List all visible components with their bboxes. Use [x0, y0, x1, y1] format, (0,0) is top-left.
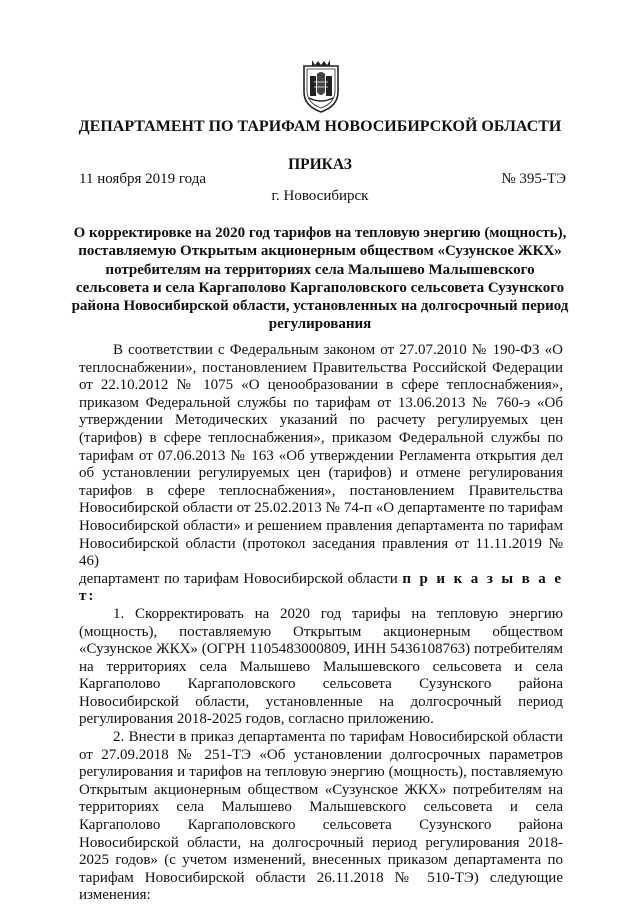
item-1-paragraph: 1. Скорректировать на 2020 год тарифы на тепловую энергию (мощность), поставляемую Открытым акционерным обществом «Сузунское ЖКХ» (ОГРН 1105483000809, ИНН 5436108763) потребителям на территориях села Малышево Малышевского сельсовета и села Каргаполово Каргаполовского сельсовета Сузунского района Новосибирской области, установленные на долгосрочный период регулирования 2018-2025 годов, согласно приложению.	[79, 605, 563, 728]
orders-prefix: департамент по тарифам Новосибирской области	[79, 570, 398, 587]
coat-of-arms-icon	[298, 58, 344, 114]
document-city: г. Новосибирск	[271, 188, 369, 204]
document-body	[79, 342, 563, 905]
orders-word: п р и к а з ы в а е т:	[79, 570, 564, 605]
document-title: О корректировке на 2020 год тарифов на тепловую энергию (мощность), поставляемую Открытым акционерным обществом «Сузунское ЖКХ» потребителям на территориях села Малышево Малышевского сельсовета и села Каргаполово Каргаполовского сельсовета Сузунского района Новосибирской области, установленных на долгосрочный период регулирования	[71, 225, 569, 333]
document-number: № 395-ТЭ	[501, 171, 566, 187]
item-2-paragraph: 2. Внести в приказ департамента по тарифам Новосибирской области от 27.09.2018 № 251-ТЭ «Об установлении долгосрочных параметров регулирования и тарифов на тепловую энергию (мощность), поставляемую Открытым акционерным обществом «Сузунское ЖКХ» потребителям на территориях села Малышево Малышевского сельсовета и села Каргаполово Каргаполовского сельсовета Сузунского района Новосибирской области, на долгосрочный период регулирования 2018-2025 годов» (с учетом изменений, внесенных приказом департамента по тарифам Новосибирской области 26.11.2018 № 510-ТЭ) следующие изменения:	[79, 729, 563, 904]
preamble-paragraph: В соответствии с Федеральным законом от 27.07.2010 № 190-ФЗ «О теплоснабжении», постановлением Правительства Российской Федерации от 22.10.2012 № 1075 «О ценообразовании в сфере теплоснабжения», приказом Федеральной службы по тарифам от 13.06.2013 № 760-э «Об утверждении Методических указаний по расчету регулируемых цен (тарифов) в сфере теплоснабжения», приказом Федеральной службы по тарифам от 07.06.2013 № 163 «Об утверждении Регламента открытия дел об установлении регулируемых цен (тарифов) и отмене регулирования тарифов в сфере теплоснабжения», постановлением Правительства Новосибирской области от 25.02.2013 № 74-п «О департаменте по тарифам Новосибирской области» и решением правления департамента по тарифам Новосибирской области (протокол заседания правления от 11.11.2019 № 46)	[79, 342, 563, 570]
department-name: ДЕПАРТАМЕНТ ПО ТАРИФАМ НОВОСИБИРСКОЙ ОБЛАСТИ	[78, 118, 562, 135]
orders-line	[79, 571, 563, 606]
document-type: ПРИКАЗ	[288, 156, 352, 173]
document-date: 11 ноября 2019 года	[79, 171, 207, 187]
